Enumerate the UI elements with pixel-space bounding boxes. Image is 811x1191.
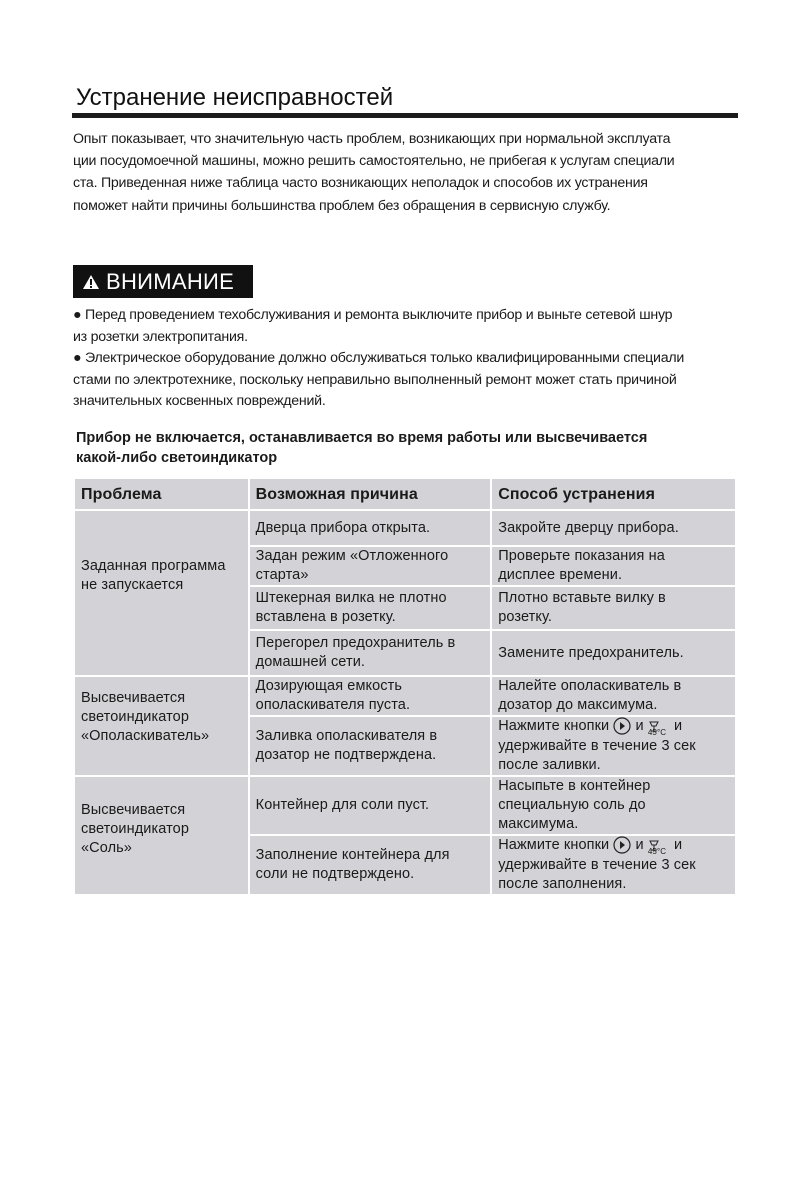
glass-icon xyxy=(648,838,670,856)
title-rule xyxy=(72,113,738,118)
problem-line: Высвечивается xyxy=(81,690,186,706)
cause-line: дозатор не подтверждена. xyxy=(255,747,437,763)
problem-cell xyxy=(74,510,249,676)
problem-line: светоиндикатор xyxy=(81,821,189,837)
intro-line: поможет найти причины большинства проблем без обращения в сервисную службу. xyxy=(73,197,611,214)
cause-line: Дозирующая емкость xyxy=(255,678,403,694)
intro-line: Опыт показывает, что значительную часть проблем, возникающих при нормальной эксплуата xyxy=(73,131,671,147)
remedy-line: дозатор до максимума. xyxy=(498,697,658,713)
remedy-line: Закройте дверцу прибора. xyxy=(498,519,679,536)
remedy-line: Проверьте показания на xyxy=(498,548,665,564)
table-row xyxy=(74,510,736,546)
remedy-line: дисплее времени. xyxy=(498,567,623,583)
cause-cell xyxy=(249,676,492,716)
warning-badge xyxy=(73,265,253,298)
cause-line: домашней сети. xyxy=(255,654,366,670)
cause-cell xyxy=(249,586,492,630)
problem-line: «Ополаскиватель» xyxy=(81,728,210,744)
remedy-cell xyxy=(491,835,736,895)
remedy-line: Нажмите кнопки xyxy=(498,837,610,853)
table-header-row xyxy=(74,478,736,510)
problem-line: светоиндикатор xyxy=(81,709,189,725)
problem-line: не запускается xyxy=(81,577,184,593)
cause-cell xyxy=(249,716,492,776)
remedy-cell xyxy=(491,546,736,586)
cause-line: соли не подтверждено. xyxy=(255,866,415,882)
remedy-conjunction: и xyxy=(635,837,644,853)
glass-temp-label: 45°C xyxy=(647,847,667,856)
glass-icon xyxy=(648,719,670,737)
warning-line: стами по электротехнике, поскольку неправильно выполненный ремонт может стать причиной xyxy=(73,371,677,388)
cause-cell xyxy=(249,510,492,546)
cause-line: Заливка ополаскивателя в xyxy=(255,728,438,744)
intro-line: ста. Приведенная ниже таблица часто возникающих неполадок и способов их устранения xyxy=(73,175,648,192)
table-heading-line: какой-либо светоиндикатор xyxy=(76,450,278,466)
troubleshooting-table xyxy=(73,477,737,896)
warning-line: значительных косвенных повреждений. xyxy=(73,393,326,409)
header-problem: Проблема xyxy=(74,478,249,510)
cause-line: Перегорел предохранитель в xyxy=(255,635,456,651)
cause-cell xyxy=(249,630,492,676)
cause-line: ополаскивателя пуста. xyxy=(255,697,411,713)
problem-line: Высвечивается xyxy=(81,802,186,818)
problem-line: Заданная программа xyxy=(81,558,226,574)
table-heading xyxy=(76,428,744,468)
problem-cell xyxy=(74,676,249,776)
cause-cell xyxy=(249,776,492,835)
remedy-conjunction: и xyxy=(635,718,644,734)
problem-line: «Соль» xyxy=(81,840,132,856)
remedy-line: удерживайте в течение 3 сек xyxy=(498,738,696,754)
remedy-cell xyxy=(491,776,736,835)
remedy-conjunction: и xyxy=(674,718,683,734)
remedy-line: Замените предохранитель. xyxy=(498,644,684,661)
play-button-icon xyxy=(613,836,631,854)
cause-cell xyxy=(249,835,492,895)
remedy-cell xyxy=(491,510,736,546)
remedy-line: после заполнения. xyxy=(498,876,627,892)
remedy-line: Налейте ополаскиватель в xyxy=(498,678,682,694)
intro-paragraph xyxy=(73,128,741,217)
remedy-cell xyxy=(491,716,736,776)
cause-line: Задан режим «Отложенного xyxy=(255,548,449,564)
remedy-conjunction: и xyxy=(674,837,683,853)
warning-line: из розетки электропитания. xyxy=(73,328,248,345)
remedy-cell xyxy=(491,586,736,630)
problem-cell xyxy=(74,776,249,895)
cause-line: вставлена в розетку. xyxy=(255,609,396,625)
remedy-line: специальную соль до xyxy=(498,797,646,813)
remedy-cell xyxy=(491,630,736,676)
table-row xyxy=(74,776,736,835)
remedy-cell xyxy=(491,676,736,716)
warning-line: ● Перед проведением техобслуживания и ремонта выключите прибор и выньте сетевой шнур xyxy=(73,307,673,323)
remedy-line: Нажмите кнопки xyxy=(498,718,610,734)
remedy-line: розетку. xyxy=(498,609,553,625)
remedy-line: удерживайте в течение 3 сек xyxy=(498,857,696,873)
cause-line: старта» xyxy=(255,567,309,583)
cause-line: Дверца прибора открыта. xyxy=(255,519,431,536)
play-button-icon xyxy=(613,717,631,735)
table-heading-line: Прибор не включается, останавливается во время работы или высвечивается xyxy=(76,430,648,446)
remedy-line: после заливки. xyxy=(498,757,601,773)
table-row xyxy=(74,676,736,716)
remedy-line: Плотно вставьте вилку в xyxy=(498,590,666,606)
header-cause: Возможная причина xyxy=(249,478,492,510)
glass-temp-label: 45°C xyxy=(647,728,667,737)
page-title: Устранение неисправностей xyxy=(76,84,394,111)
warning-label: ВНИМАНИЕ xyxy=(106,268,235,294)
warning-triangle-icon xyxy=(82,274,100,290)
cause-cell xyxy=(249,546,492,586)
remedy-line: Насыпьте в контейнер xyxy=(498,778,651,794)
cause-line: Заполнение контейнера для xyxy=(255,847,450,863)
warning-line: ● Электрическое оборудование должно обслуживаться только квалифицированными специали xyxy=(73,350,685,366)
remedy-line: максимума. xyxy=(498,816,579,832)
header-remedy: Способ устранения xyxy=(491,478,736,510)
cause-line: Контейнер для соли пуст. xyxy=(255,797,430,813)
intro-line: ции посудомоечной машины, можно решить самостоятельно, не прибегая к услугам специали xyxy=(73,153,675,170)
warning-text xyxy=(73,305,741,413)
cause-line: Штекерная вилка не плотно xyxy=(255,590,447,606)
